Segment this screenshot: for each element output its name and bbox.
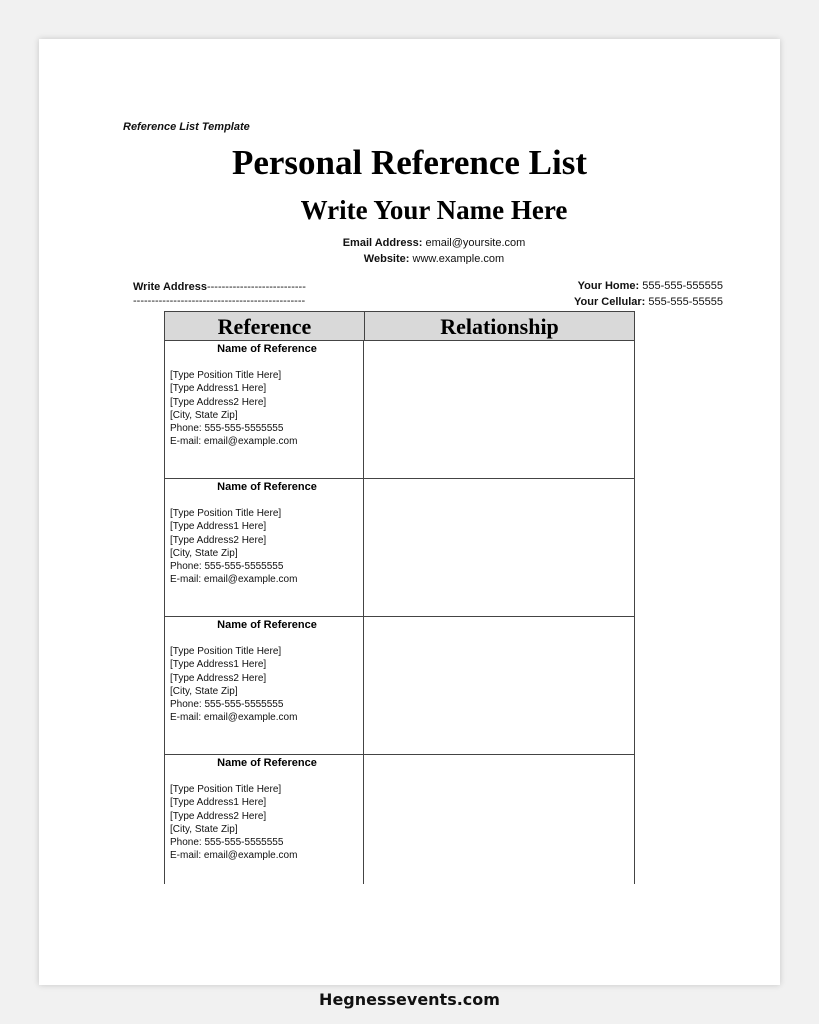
address-dashes-2: ----------------------------------------------- [133, 295, 306, 307]
table-header [165, 312, 634, 341]
email-line [49, 237, 819, 249]
address-line-2 [133, 295, 305, 307]
reference-phone: Phone: 555-555-5555555 [170, 837, 284, 849]
header-reference: Reference [165, 312, 365, 340]
email-value: email@yoursite.com [425, 237, 526, 249]
reference-address1: [Type Address1 Here] [170, 383, 267, 395]
footer-watermark: Hegnessevents.com [319, 990, 500, 1009]
reference-name: Name of Reference [217, 619, 317, 631]
reference-cell [165, 617, 364, 754]
cell-phone-label: Your Cellular: [574, 296, 646, 308]
reference-email: E-mail: email@example.com [170, 436, 298, 448]
reference-city: [City, State Zip] [170, 685, 238, 697]
reference-address2: [Type Address2 Here] [170, 396, 267, 408]
website-value: www.example.com [412, 253, 505, 264]
email-label: Email Address: [342, 237, 423, 249]
reference-address2: [Type Address2 Here] [170, 672, 267, 684]
table-row [165, 617, 634, 755]
reference-address1: [Type Address1 Here] [170, 521, 267, 533]
table-row [165, 755, 634, 884]
reference-position: [Type Position Title Here] [170, 784, 282, 795]
reference-phone: Phone: 555-555-5555555 [170, 699, 284, 711]
home-phone-line [578, 280, 723, 292]
page-title: Personal Reference List [231, 143, 588, 182]
reference-name: Name of Reference [217, 343, 317, 355]
reference-address2: [Type Address2 Here] [170, 534, 267, 546]
template-label: Reference List Template [123, 121, 250, 133]
reference-name: Name of Reference [217, 757, 317, 769]
reference-city: [City, State Zip] [170, 547, 238, 559]
address-label: Write Address [133, 281, 207, 293]
address-dashes: --------------------------- [206, 281, 306, 293]
home-phone-value: 555-555-555555 [642, 280, 723, 292]
reference-position: [Type Position Title Here] [170, 508, 282, 519]
reference-name: Name of Reference [217, 481, 317, 493]
reference-position: [Type Position Title Here] [170, 646, 282, 657]
reference-phone: Phone: 555-555-5555555 [170, 423, 284, 435]
reference-address2: [Type Address2 Here] [170, 810, 267, 822]
cell-phone-line [574, 296, 723, 308]
reference-position: [Type Position Title Here] [170, 370, 282, 381]
table-row [165, 479, 634, 617]
table-row [165, 341, 634, 479]
website-line [49, 253, 819, 264]
reference-table [164, 311, 635, 884]
reference-address1: [Type Address1 Here] [170, 797, 267, 809]
relationship-cell[interactable] [364, 479, 634, 616]
reference-city: [City, State Zip] [170, 409, 238, 421]
reference-address1: [Type Address1 Here] [170, 659, 267, 671]
relationship-cell[interactable] [364, 341, 634, 478]
website-label: Website: [363, 253, 410, 264]
reference-email: E-mail: email@example.com [170, 850, 298, 862]
reference-cell [165, 755, 364, 884]
reference-email: E-mail: email@example.com [170, 574, 298, 586]
reference-cell [165, 341, 364, 478]
header-relationship: Relationship [440, 314, 559, 339]
home-phone-label: Your Home: [577, 280, 640, 292]
address-line [133, 281, 306, 293]
reference-cell [165, 479, 364, 616]
reference-email: E-mail: email@example.com [170, 712, 298, 724]
name-heading: Write Your Name Here [300, 195, 568, 225]
reference-city: [City, State Zip] [170, 823, 238, 835]
cell-phone-value: 555-555-55555 [648, 296, 723, 308]
relationship-cell[interactable] [364, 755, 634, 884]
relationship-cell[interactable] [364, 617, 634, 754]
reference-phone: Phone: 555-555-5555555 [170, 561, 284, 573]
